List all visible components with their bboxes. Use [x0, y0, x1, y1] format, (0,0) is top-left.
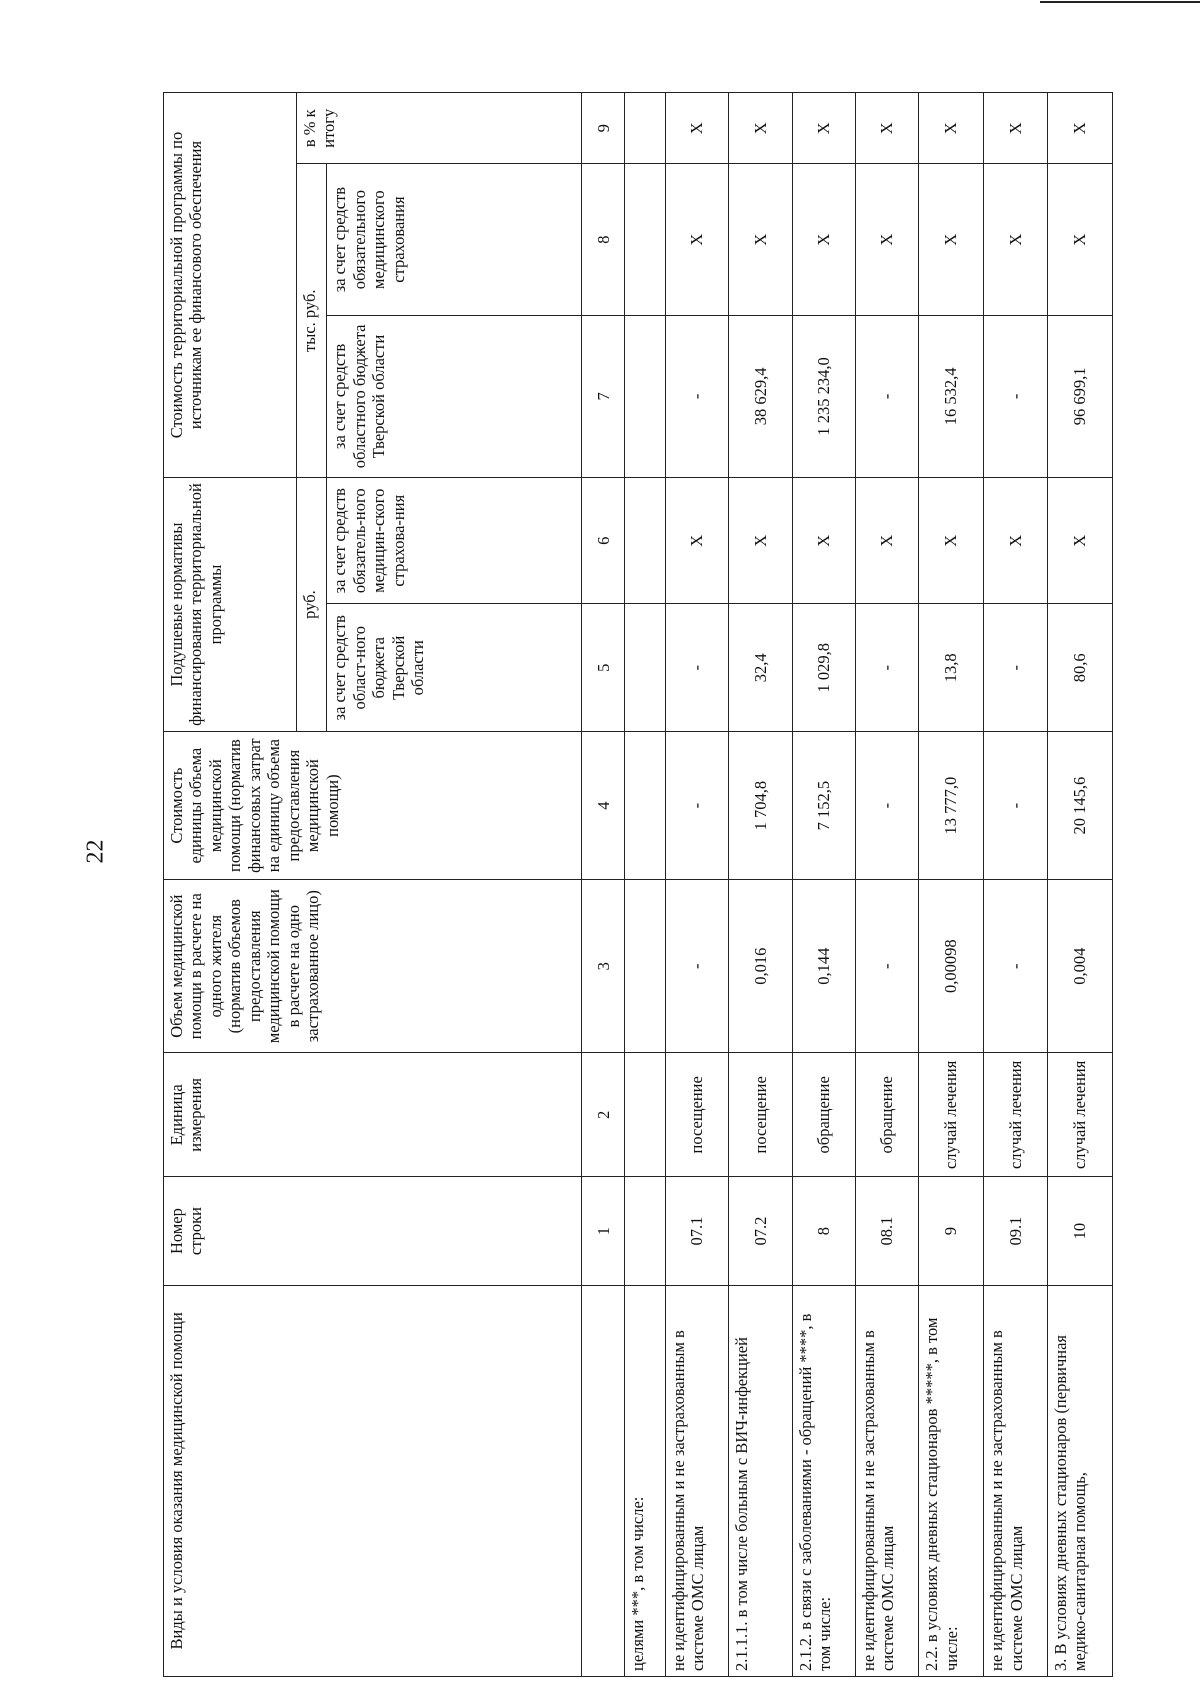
- row-c-reg-cell: -: [855, 315, 918, 477]
- table-row: [1047, 93, 1112, 1677]
- column-number: 3: [582, 880, 625, 1053]
- header-unit-cost: Стоимость единицы объема медицинской помощи (норматив финансовых затрат на единицу объема предоставления медицинской помощи): [164, 732, 582, 880]
- row-name-cell: 3. В условиях дневных стационаров (первичная медико-санитарная помощь,: [1047, 1285, 1112, 1676]
- row-volume-cell: [625, 880, 666, 1053]
- row-pc-reg-cell: 80,6: [1047, 604, 1112, 732]
- row-pc-oms-cell: X: [1047, 477, 1112, 604]
- row-c-oms-cell: X: [729, 164, 792, 315]
- page-edge-line: [1040, 1, 1200, 3]
- header-kind: Виды и условия оказания медицинской помощи: [164, 1285, 582, 1676]
- row-pc-reg-cell: 13,8: [919, 604, 984, 732]
- row-c-reg-cell: 96 699,1: [1047, 315, 1112, 477]
- row-unit-cell: обращение: [792, 1053, 855, 1177]
- header-unit: Единица измерения: [164, 1053, 582, 1177]
- row-pct-cell: X: [729, 93, 792, 164]
- table-row: [666, 93, 729, 1677]
- table-row: [625, 93, 666, 1677]
- row-unit-cell: случай лечения: [984, 1053, 1047, 1177]
- table-area: [163, 92, 1113, 1677]
- table-row: [792, 93, 855, 1677]
- header-unit-rub: руб.: [296, 477, 327, 731]
- row-pct-cell: X: [792, 93, 855, 164]
- page-number: 22: [82, 839, 109, 864]
- row-pct-cell: [625, 93, 666, 164]
- row-name-cell: целями ***, в том числе:: [625, 1285, 666, 1676]
- row-pc-reg-cell: -: [984, 604, 1047, 732]
- row-pc-reg-cell: -: [666, 604, 729, 732]
- row-volume-cell: -: [984, 880, 1047, 1053]
- row-pc-oms-cell: X: [855, 477, 918, 604]
- row-unit-cell: посещение: [666, 1053, 729, 1177]
- row-c-reg-cell: 38 629,4: [729, 315, 792, 477]
- row-cost-cell: -: [855, 732, 918, 880]
- row-code-cell: 9: [919, 1177, 984, 1285]
- column-number: 2: [582, 1053, 625, 1177]
- header-cost-oms: за счет средств обязательного медицинского страхования: [327, 164, 582, 315]
- header-volume: Объем медицинской помощи в расчете на одного жителя (норматив объемов предоставления медицинской помощи в расчете на одно застрахованное лицо): [164, 880, 582, 1053]
- row-c-reg-cell: 1 235 234,0: [792, 315, 855, 477]
- header-row-number: Номер строки: [164, 1177, 582, 1285]
- row-c-reg-cell: 16 532,4: [919, 315, 984, 477]
- row-c-oms-cell: [625, 164, 666, 315]
- row-name-cell: 2.1.2. в связи с заболеваниями - обращений ****, в том числе:: [792, 1285, 855, 1676]
- row-c-reg-cell: -: [984, 315, 1047, 477]
- row-pc-reg-cell: 32,4: [729, 604, 792, 732]
- row-cost-cell: 7 152,5: [792, 732, 855, 880]
- column-number: 6: [582, 477, 625, 604]
- row-cost-cell: -: [666, 732, 729, 880]
- row-name-cell: не идентифицированным и не застрахованным в системе ОМС лицам: [666, 1285, 729, 1676]
- table-row: [855, 93, 918, 1677]
- header-cost-regional: за счет средств областного бюджета Тверской области: [327, 315, 582, 477]
- column-number: 4: [582, 732, 625, 880]
- row-code-cell: 09.1: [984, 1177, 1047, 1285]
- row-pc-reg-cell: [625, 604, 666, 732]
- row-name-cell: 2.2. в условиях дневных стационаров *****, в том числе:: [919, 1285, 984, 1676]
- row-pc-oms-cell: X: [919, 477, 984, 604]
- header-percap-group: Подушевые нормативы финансирования территориальной программы: [164, 477, 297, 731]
- row-c-oms-cell: X: [919, 164, 984, 315]
- table-row: [919, 93, 984, 1677]
- table-row: [729, 93, 792, 1677]
- column-number: 9: [582, 93, 625, 164]
- row-pc-reg-cell: 1 029,8: [792, 604, 855, 732]
- column-number: 1: [582, 1177, 625, 1285]
- row-cost-cell: 1 704,8: [729, 732, 792, 880]
- row-volume-cell: 0,144: [792, 880, 855, 1053]
- row-c-oms-cell: X: [1047, 164, 1112, 315]
- row-pct-cell: X: [919, 93, 984, 164]
- header-percent-total: в % к итогу: [296, 93, 582, 164]
- row-volume-cell: -: [855, 880, 918, 1053]
- row-unit-cell: случай лечения: [1047, 1053, 1112, 1177]
- column-number: 8: [582, 164, 625, 315]
- rotated-table-wrapper: [163, 92, 1113, 1677]
- row-pct-cell: X: [984, 93, 1047, 164]
- row-unit-cell: [625, 1053, 666, 1177]
- row-pc-oms-cell: X: [792, 477, 855, 604]
- header-percap-oms: за счет средств обязатель-ного медицин-ского страхова-ния: [327, 477, 582, 604]
- table-row: [984, 93, 1047, 1677]
- row-name-cell: не идентифицированным и не застрахованным в системе ОМС лицам: [855, 1285, 918, 1676]
- row-code-cell: [625, 1177, 666, 1285]
- row-volume-cell: 0,004: [1047, 880, 1112, 1053]
- row-name-cell: 2.1.1.1. в том числе больным с ВИЧ-инфекцией: [729, 1285, 792, 1676]
- row-pc-oms-cell: X: [984, 477, 1047, 604]
- row-pc-oms-cell: X: [666, 477, 729, 604]
- column-number-blank: [582, 1285, 625, 1676]
- row-code-cell: 8: [792, 1177, 855, 1285]
- row-cost-cell: 13 777,0: [919, 732, 984, 880]
- row-pc-reg-cell: -: [855, 604, 918, 732]
- row-unit-cell: случай лечения: [919, 1053, 984, 1177]
- row-unit-cell: посещение: [729, 1053, 792, 1177]
- row-code-cell: 08.1: [855, 1177, 918, 1285]
- row-pct-cell: X: [855, 93, 918, 164]
- row-c-oms-cell: X: [666, 164, 729, 315]
- row-volume-cell: 0,00098: [919, 880, 984, 1053]
- header-cost-group: Стоимость территориальной программы по источникам ее финансового обеспечения: [164, 93, 297, 478]
- column-number: 7: [582, 315, 625, 477]
- row-name-cell: не идентифицированным и не застрахованным в системе ОМС лицам: [984, 1285, 1047, 1676]
- row-c-reg-cell: -: [666, 315, 729, 477]
- row-code-cell: 07.2: [729, 1177, 792, 1285]
- column-number-row: [582, 93, 625, 1677]
- row-pc-oms-cell: X: [729, 477, 792, 604]
- row-c-oms-cell: X: [792, 164, 855, 315]
- header-percap-regional: за счет средств област-ного бюджета Тверской области: [327, 604, 582, 732]
- row-pc-oms-cell: [625, 477, 666, 604]
- row-cost-cell: 20 145,6: [1047, 732, 1112, 880]
- row-c-reg-cell: [625, 315, 666, 477]
- row-cost-cell: -: [984, 732, 1047, 880]
- row-unit-cell: обращение: [855, 1053, 918, 1177]
- row-volume-cell: -: [666, 880, 729, 1053]
- row-c-oms-cell: X: [984, 164, 1047, 315]
- column-number: 5: [582, 604, 625, 732]
- row-pct-cell: X: [666, 93, 729, 164]
- program-cost-table: [163, 92, 1113, 1677]
- header-unit-thous-rub: тыс. руб.: [296, 164, 327, 478]
- row-cost-cell: [625, 732, 666, 880]
- row-volume-cell: 0,016: [729, 880, 792, 1053]
- row-c-oms-cell: X: [855, 164, 918, 315]
- row-code-cell: 07.1: [666, 1177, 729, 1285]
- row-code-cell: 10: [1047, 1177, 1112, 1285]
- row-pct-cell: X: [1047, 93, 1112, 164]
